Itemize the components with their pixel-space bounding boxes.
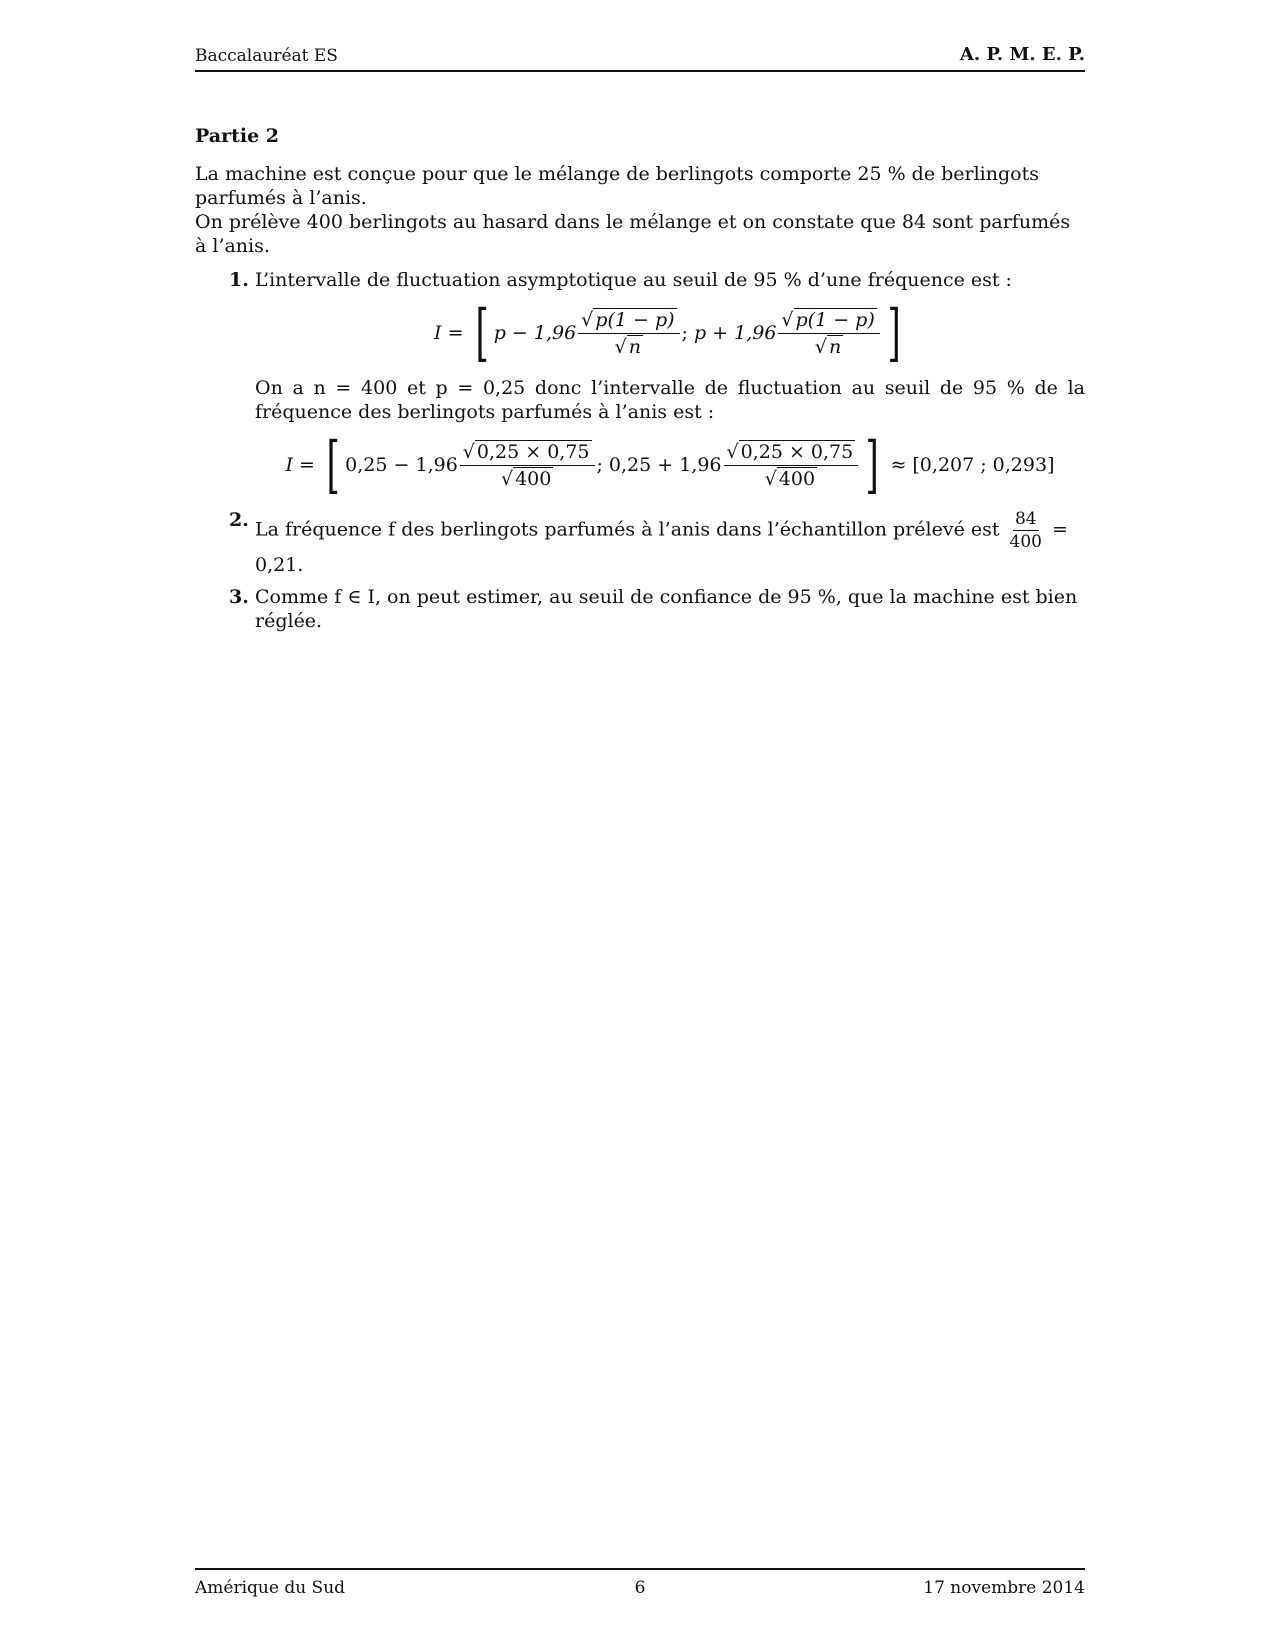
formula-general bbox=[255, 296, 1085, 369]
question-list bbox=[195, 268, 1085, 633]
formula-fraction-left: $\frac{√ 0,25 \times 0,75}{√ 400}$ bbox=[460, 440, 595, 491]
item-text: Comme f ∈ I, on peut estimer, au seuil de confiance de 95 %, que la machine est bien réglée. bbox=[255, 586, 1078, 632]
right-bracket: ] bbox=[865, 428, 879, 501]
page-header bbox=[195, 44, 1085, 72]
denominator: 400 bbox=[515, 467, 552, 490]
formula-separator: ; bbox=[596, 454, 603, 476]
radicand: 0,25 × 0,75 bbox=[476, 440, 590, 463]
formula-fraction-right: $\frac{√ p(1 - p)}{√ n}$ bbox=[778, 308, 879, 359]
page-footer bbox=[195, 1568, 1085, 1598]
intro-line-2: On prélève 400 berlingots au hasard dans le mélange et on constate que 84 sont parfumés à l’anis. bbox=[195, 211, 1071, 257]
section-title: Partie 2 bbox=[195, 125, 280, 147]
formula-separator: ; bbox=[681, 322, 688, 344]
item-number: 2. bbox=[229, 509, 249, 531]
header-right: A. P. M. E. P. bbox=[959, 44, 1085, 65]
formula-numeric bbox=[255, 428, 1085, 501]
formula-right-term: p + 1,96 bbox=[693, 322, 777, 344]
denominator: n bbox=[628, 335, 642, 358]
left-bracket: [ bbox=[474, 296, 489, 369]
radicand: p(1 − p) bbox=[795, 308, 875, 331]
inline-fraction bbox=[1010, 508, 1042, 553]
formula-left-term: 0,25 − 1,96 bbox=[345, 454, 458, 476]
page-content bbox=[195, 124, 1085, 641]
fraction-numerator: 84 bbox=[1014, 509, 1037, 529]
item-number: 1. bbox=[229, 269, 249, 291]
item-number: 3. bbox=[229, 586, 249, 608]
page-number: 6 bbox=[634, 1578, 646, 1598]
list-item-1 bbox=[195, 268, 1085, 501]
formula-lhs: I = bbox=[285, 454, 315, 476]
footer-left: Amérique du Sud bbox=[195, 1578, 346, 1598]
item-text: L’intervalle de fluctuation asymptotique au seuil de 95 % d’une fréquence est : bbox=[255, 269, 1012, 291]
formula-fraction-right: $\frac{√ 0,25 \times 0,75}{√ 400}$ bbox=[724, 440, 859, 491]
formula-fraction-left: $\frac{√ p(1 - p)}{√ n}$ bbox=[578, 308, 679, 359]
denominator: n bbox=[829, 335, 842, 358]
fraction-denominator: 400 bbox=[1009, 532, 1042, 552]
formula-lhs: I = bbox=[434, 322, 464, 344]
item-text-after: = 0,21. bbox=[255, 518, 1068, 576]
formula-approx: ≈ [0,207 ; 0,293] bbox=[890, 454, 1055, 476]
right-bracket: ] bbox=[887, 296, 901, 369]
header-left: Baccalauréat ES bbox=[195, 46, 338, 66]
formula-right-term: 0,25 + 1,96 bbox=[608, 454, 722, 476]
intro-line-1: La machine est conçue pour que le mélange de berlingots comporte 25 % de berlingots parfumés à l’anis. bbox=[195, 163, 1039, 209]
radicand: p(1 − p) bbox=[595, 308, 675, 331]
list-item-3 bbox=[195, 585, 1085, 633]
item-text-2: On a n = 400 et p = 0,25 donc l’intervalle de fluctuation au seuil de 95 % de la fréquence des berlingots parfumés à l’anis est : bbox=[255, 377, 1085, 423]
denominator: 400 bbox=[778, 467, 816, 490]
footer-right: 17 novembre 2014 bbox=[923, 1578, 1085, 1598]
radicand: 0,25 × 0,75 bbox=[740, 440, 854, 463]
list-item-2 bbox=[195, 508, 1085, 577]
formula-left-term: p − 1,96 bbox=[493, 322, 577, 344]
item-text: La fréquence f des berlingots parfumés à l’anis dans l’échantillon prélevé est bbox=[255, 518, 1000, 541]
left-bracket: [ bbox=[326, 428, 340, 501]
